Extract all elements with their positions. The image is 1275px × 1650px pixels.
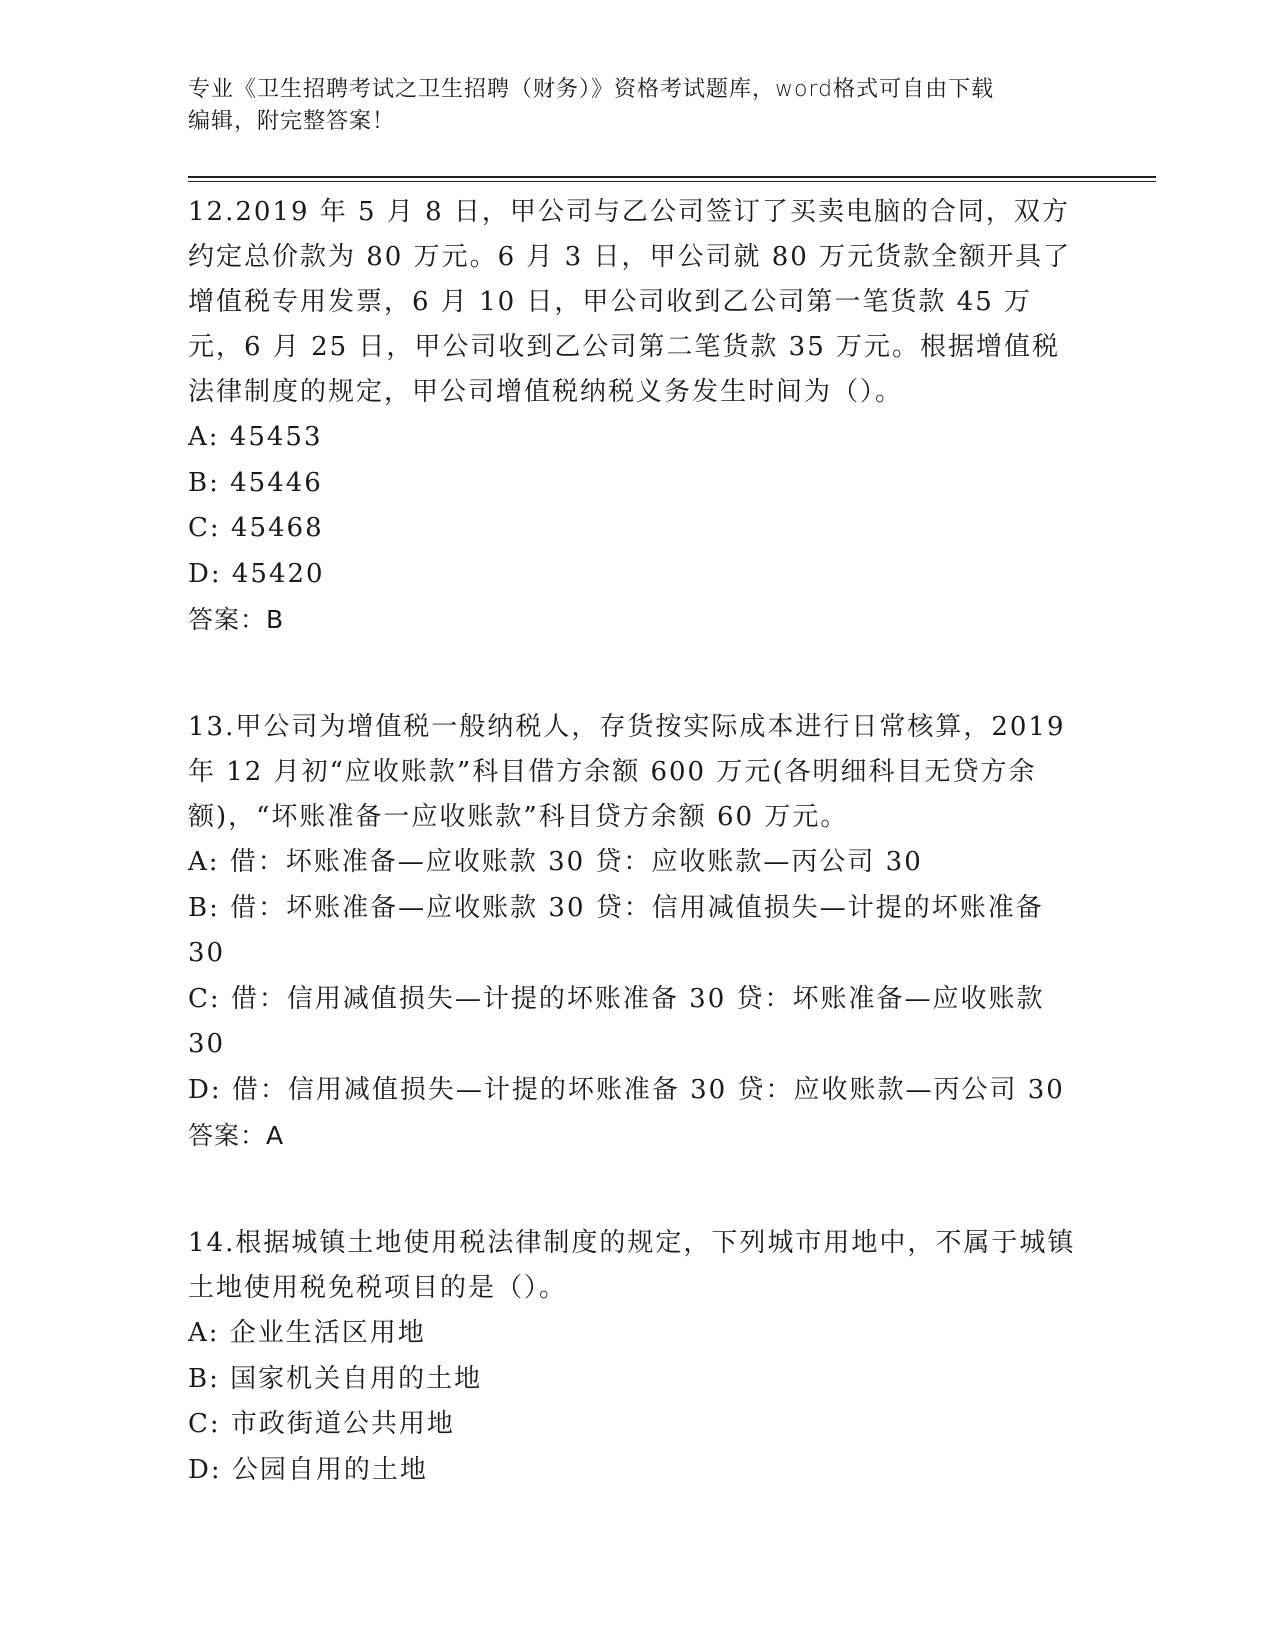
question-13: [188, 705, 1088, 1158]
option-a: A: 借：坏账准备—应收账款 30 贷：应收账款—丙公司 30: [188, 847, 923, 877]
question-stem: 12.2019 年 5 月 8 日，甲公司与乙公司签订了买卖电脑的合同，双方约定总价款为 80 万元。6 月 3 日，甲公司就 80 万元货款全额开具了增值税专用发票，6 月 10 日，甲公司收到乙公司第一笔货款 45 万元，6 月 25 日，甲公司收到乙公司第二笔货款 35 万元。根据增值税法律制度的规定，甲公司增值税纳税义务发生时间为（）。: [188, 197, 1072, 407]
document-header: [188, 74, 1088, 138]
header-line-1: 专业《卫生招聘考试之卫生招聘（财务）》资格考试题库，word格式可自由下载: [188, 77, 995, 102]
option-a: A: 45453: [188, 422, 323, 452]
question-12: [188, 190, 1088, 642]
header-divider-thin: [188, 181, 1156, 182]
option-b: B: 国家机关自用的土地: [188, 1363, 483, 1394]
option-b: B: 借：坏账准备—应收账款 30 贷：信用减值损失—计提的坏账准备 30: [188, 892, 1044, 968]
spacer: [188, 1158, 1088, 1221]
option-d: D: 45420: [188, 558, 325, 589]
question-stem: 14.根据城镇土地使用税法律制度的规定，下列城市用地中，不属于城镇土地使用税免税项目的是（）。: [188, 1228, 1076, 1303]
header-line-2: 编辑，附完整答案！: [188, 109, 396, 134]
option-d: D: 公园自用的土地: [188, 1454, 428, 1485]
option-c: C: 借：信用减值损失—计提的坏账准备 30 贷：坏账准备—应收账款 30: [188, 983, 1045, 1059]
answer-line: 答案：A: [188, 1121, 285, 1150]
spacer: [188, 642, 1088, 705]
question-list: [188, 190, 1088, 1493]
answer-line: 答案：B: [188, 605, 285, 634]
option-b: B: 45446: [188, 467, 323, 498]
header-divider-thick: [188, 176, 1156, 178]
question-stem: 13.甲公司为增值税一般纳税人，存货按实际成本进行日常核算，2019 年 12 月初“应收账款”科目借方余额 600 万元(各明细科目无贷方余额)，“坏账准备一应收账款”科目贷方余额 60 万元。: [188, 712, 1066, 832]
option-a: A: 企业生活区用地: [188, 1318, 426, 1348]
option-c: C: 45468: [188, 513, 324, 543]
option-c: C: 市政街道公共用地: [188, 1409, 455, 1439]
option-d: D: 借：信用减值损失—计提的坏账准备 30 贷：应收账款—丙公司 30: [188, 1074, 1065, 1105]
question-14: [188, 1221, 1088, 1493]
